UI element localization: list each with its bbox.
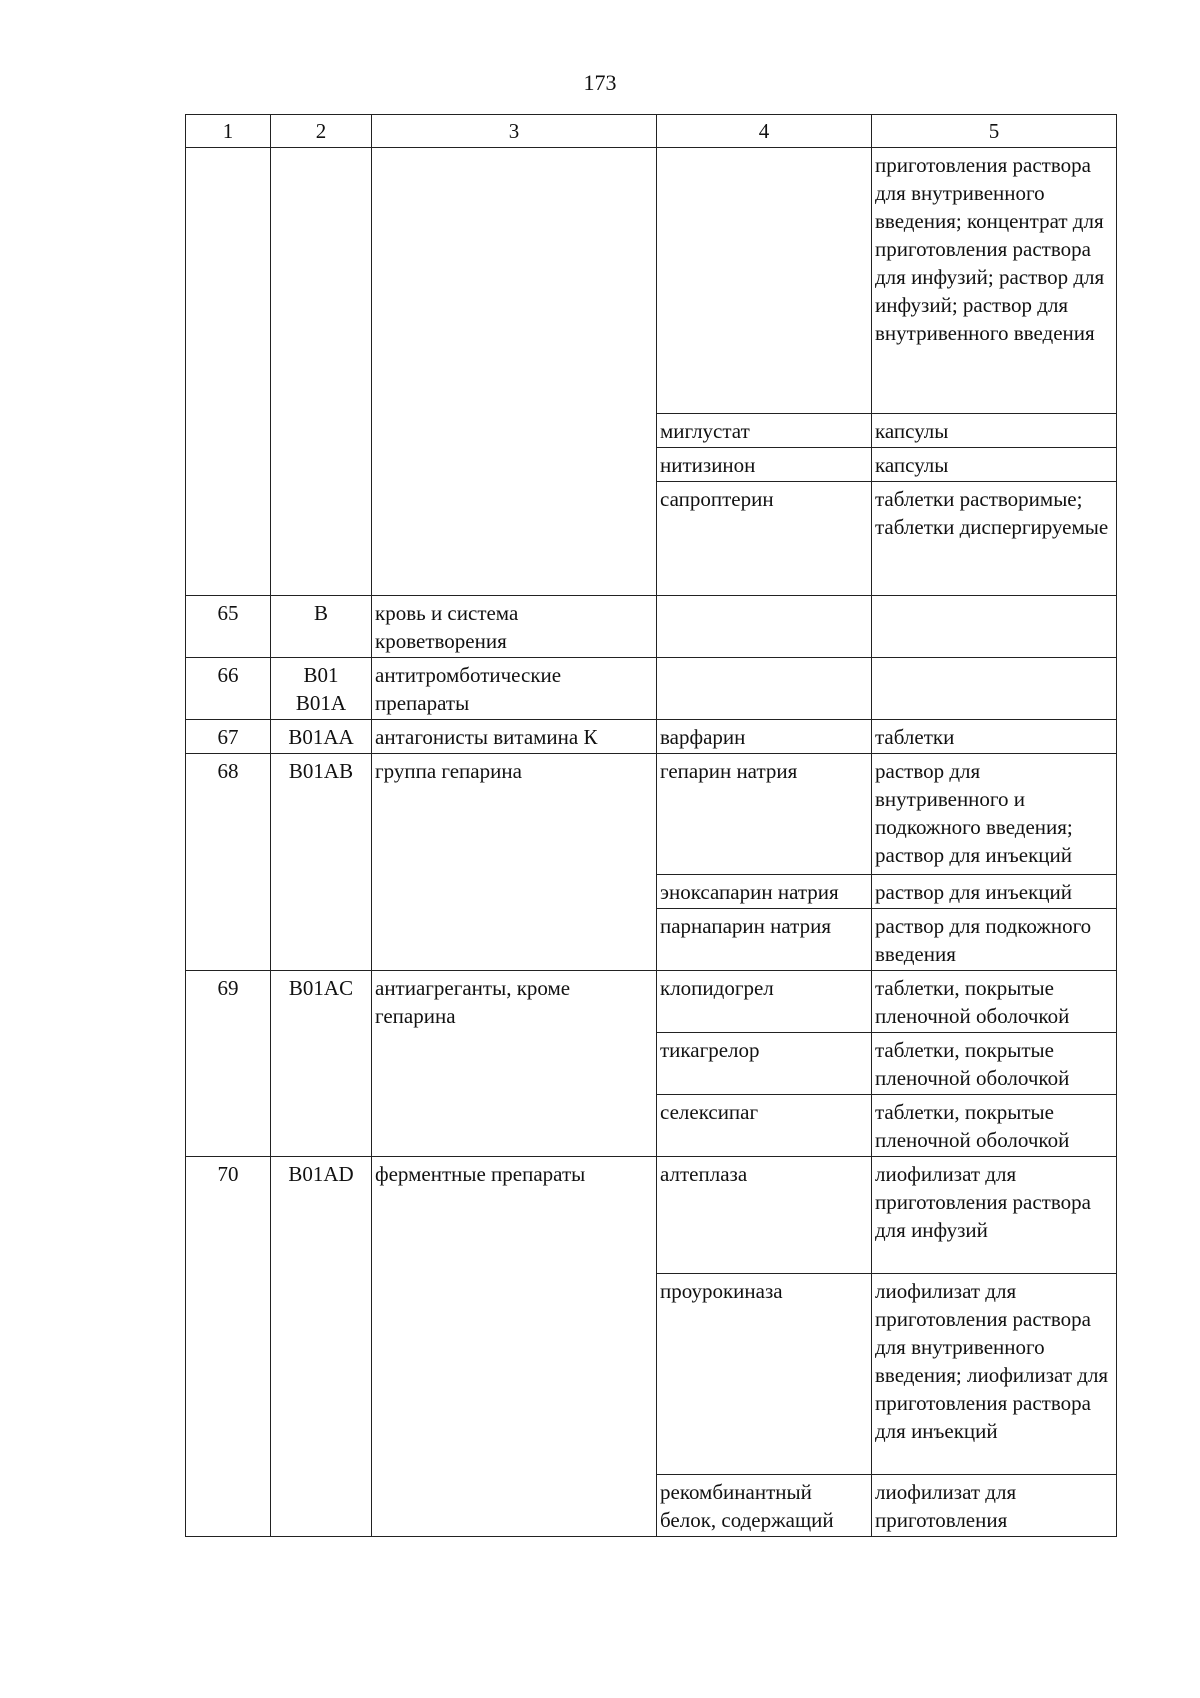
dosage-form-cell: таблетки растворимые; таблетки диспергируемые — [872, 482, 1117, 596]
drug-name-cell: варфарин — [657, 720, 872, 754]
dosage-form-line: лиофилизат для приготовления раствора — [875, 1162, 1091, 1214]
dosage-form-cell: приготовления раствора для внутривенного введения; концентрат для приготовления раствора для инфузий; раствор для инфузий; раствор для внутривенного введения — [872, 148, 1117, 414]
dosage-form-cell: капсулы — [872, 414, 1117, 448]
anatomical-group-cell: антиагреганты, кроме гепарина — [372, 971, 657, 1157]
row-number-cell — [186, 148, 271, 596]
dosage-form-cell — [872, 596, 1117, 658]
dosage-form-line: лиофилизат для приготовления раствора — [875, 1279, 1091, 1331]
anatomical-group-cell: ферментные препараты — [372, 1157, 657, 1537]
atc-code-cell: B01AD — [271, 1157, 372, 1537]
anatomical-group-cell: антитромботические препараты — [372, 658, 657, 720]
atc-code-cell: B01AA — [271, 720, 372, 754]
dosage-form-cell: лиофилизат для приготовления — [872, 1475, 1117, 1537]
anatomical-group-cell — [372, 148, 657, 596]
atc-code-cell — [271, 148, 372, 596]
column-header-5: 5 — [872, 115, 1117, 148]
dosage-form-cell: раствор для внутривенного и подкожного введения; раствор для инъекций — [872, 754, 1117, 875]
atc-code-cell: B01AB — [271, 754, 372, 971]
drug-name-cell: тикагрелор — [657, 1033, 872, 1095]
dosage-form-line: для инфузий — [875, 1218, 988, 1242]
anatomical-group-cell: антагонисты витамина К — [372, 720, 657, 754]
anatomical-group-cell: группа гепарина — [372, 754, 657, 971]
table-row — [186, 596, 1117, 658]
column-header-1: 1 — [186, 115, 271, 148]
dosage-form-cell: раствор для инъекций — [872, 875, 1117, 909]
drug-name-cell: парнапарин натрия — [657, 909, 872, 971]
drug-name-cell: эноксапарин натрия — [657, 875, 872, 909]
table-row — [186, 971, 1117, 1033]
atc-code-cell — [271, 658, 372, 720]
atc-code-cell: B — [271, 596, 372, 658]
drug-name-cell: клопидогрел — [657, 971, 872, 1033]
row-number-cell: 68 — [186, 754, 271, 971]
drug-name-cell: сапроптерин — [657, 482, 872, 596]
dosage-form-cell: таблетки, покрытые пленочной оболочкой — [872, 971, 1117, 1033]
dosage-form-cell: раствор для подкожного введения — [872, 909, 1117, 971]
table-row — [186, 754, 1117, 875]
dosage-form-line: для внутривенного введения; лиофилизат для приготовления раствора для инъекций — [875, 1335, 1109, 1443]
dosage-form-cell — [872, 658, 1117, 720]
table-row — [186, 720, 1117, 754]
table-row — [186, 1157, 1117, 1274]
drug-name-cell: алтеплаза — [657, 1157, 872, 1274]
table-header-row — [186, 115, 1117, 148]
atc-code-cell: B01AC — [271, 971, 372, 1157]
row-number-cell: 66 — [186, 658, 271, 720]
dosage-form-cell: таблетки, покрытые пленочной оболочкой — [872, 1033, 1117, 1095]
dosage-form-cell — [872, 1274, 1117, 1475]
drug-name-cell: миглустат — [657, 414, 872, 448]
drug-name-cell: гепарин натрия — [657, 754, 872, 875]
drug-name-cell: селексипаг — [657, 1095, 872, 1157]
atc-code-line: B01A — [295, 691, 347, 715]
drug-name-cell: рекомбинантный белок, содержащий — [657, 1475, 872, 1537]
column-header-4: 4 — [657, 115, 872, 148]
table-row — [186, 658, 1117, 720]
drug-list-table — [185, 114, 1117, 1537]
row-number-cell: 67 — [186, 720, 271, 754]
column-header-2: 2 — [271, 115, 372, 148]
drug-name-cell: нитизинон — [657, 448, 872, 482]
page-number: 173 — [583, 70, 617, 95]
drug-name-cell: проурокиназа — [657, 1274, 872, 1475]
drug-name-cell — [657, 596, 872, 658]
row-number-cell: 69 — [186, 971, 271, 1157]
table-row — [186, 148, 1117, 414]
dosage-form-cell: таблетки — [872, 720, 1117, 754]
column-header-3: 3 — [372, 115, 657, 148]
drug-name-cell — [657, 658, 872, 720]
atc-code-line: B01 — [303, 663, 339, 687]
anatomical-group-cell: кровь и система кроветворения — [372, 596, 657, 658]
drug-name-cell — [657, 148, 872, 414]
dosage-form-cell: капсулы — [872, 448, 1117, 482]
row-number-cell: 65 — [186, 596, 271, 658]
dosage-form-cell: таблетки, покрытые пленочной оболочкой — [872, 1095, 1117, 1157]
row-number-cell: 70 — [186, 1157, 271, 1537]
dosage-form-cell — [872, 1157, 1117, 1274]
